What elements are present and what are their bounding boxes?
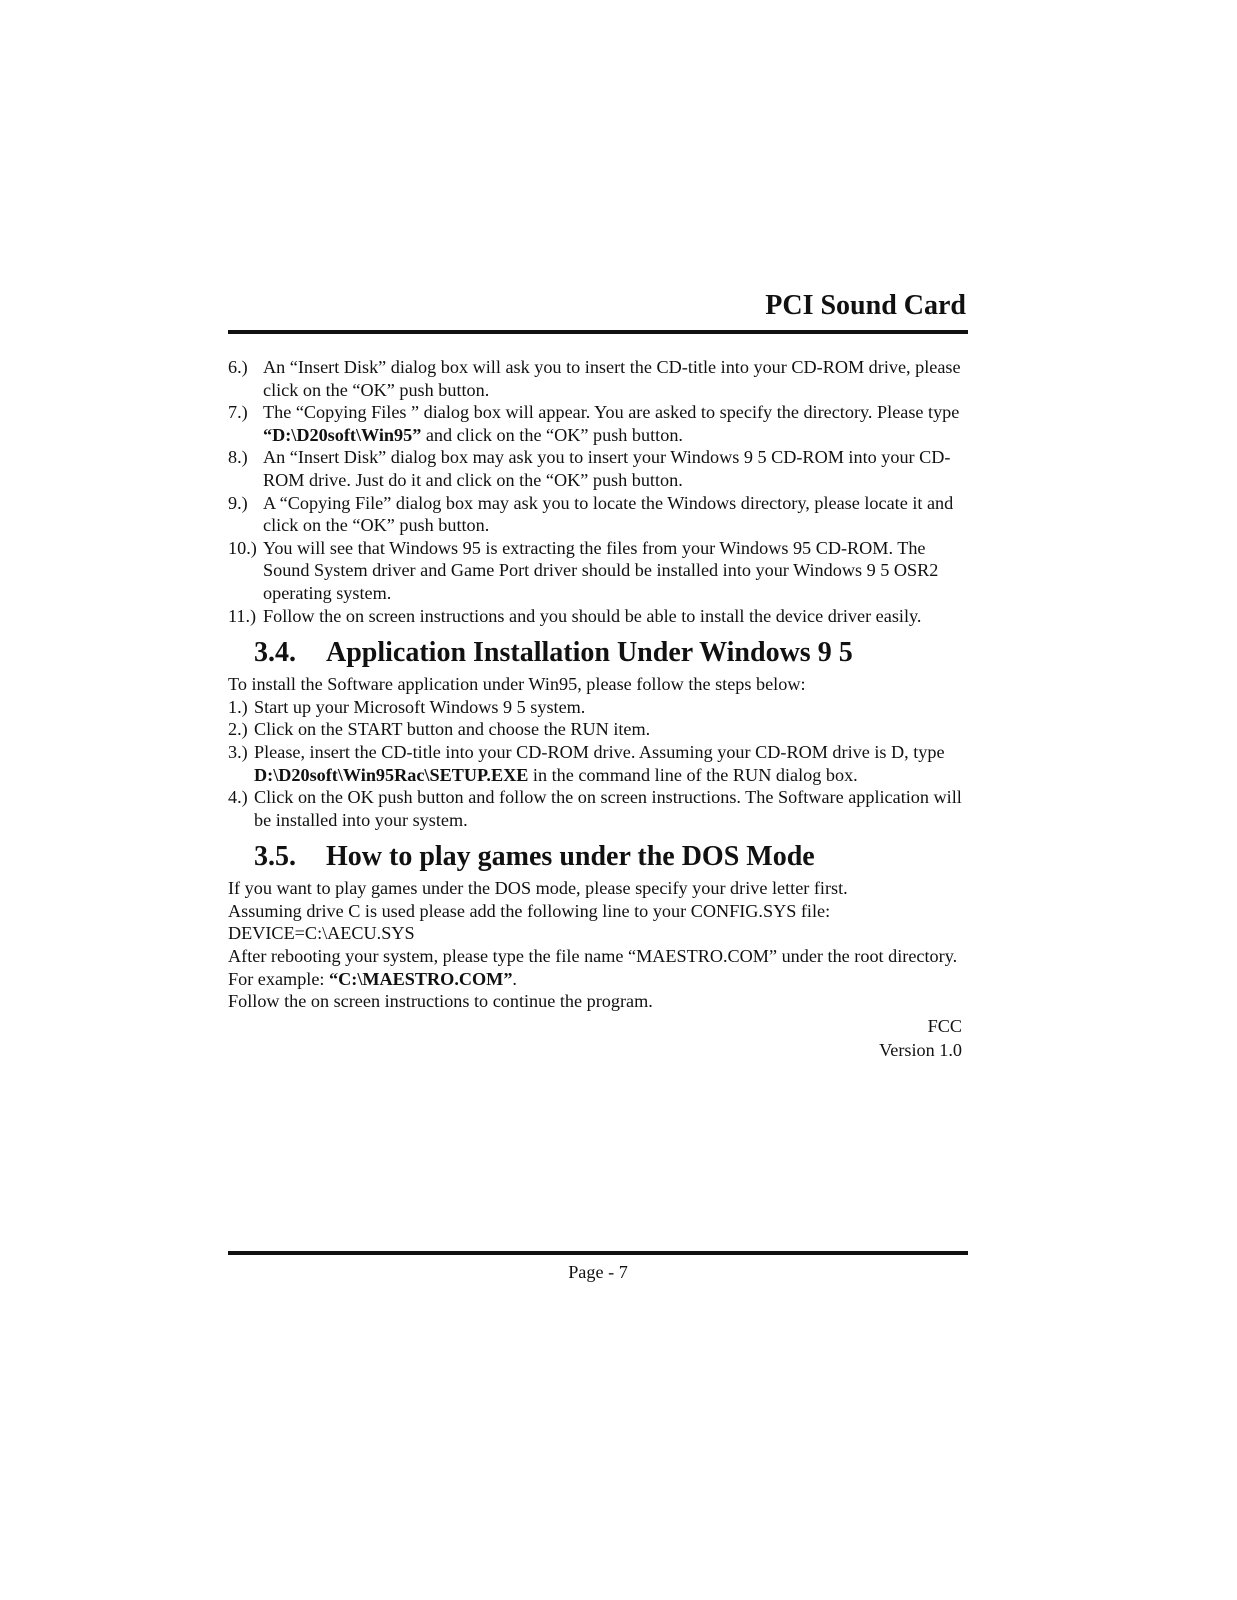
list-item	[228, 718, 968, 741]
section-number: 3.5.	[254, 841, 296, 873]
page-header-title: PCI Sound Card	[765, 290, 966, 321]
list-item	[228, 605, 968, 628]
step-number: 3.)	[228, 741, 248, 762]
step-text: You will see that Windows 95 is extracting the files from your Windows 95 CD-ROM. The Sound System driver and Game Port driver should be installed into your Windows 9 5 OSR2 operating system.	[263, 537, 939, 603]
list-item	[228, 696, 968, 719]
section-title: How to play games under the DOS Mode	[326, 841, 815, 873]
step-text-part: The “Copying Files ” dialog box will appear. You are asked to specify the directory. Please type	[263, 402, 960, 423]
document-page	[228, 0, 968, 1600]
paragraph-line: If you want to play games under the DOS mode, please specify your drive letter first.	[228, 878, 848, 899]
step-text	[263, 401, 968, 446]
step-text: Start up your Microsoft Windows 9 5 system.	[254, 696, 586, 717]
section-title: Application Installation Under Windows 9 5	[326, 637, 853, 669]
example-path: “C:\MAESTRO.COM”	[329, 968, 513, 989]
section-number: 3.4.	[254, 637, 296, 669]
setup-path: D:\D20soft\Win95Rac\SETUP.EXE	[254, 764, 529, 785]
fcc-label: FCC	[927, 1015, 962, 1036]
config-line: DEVICE=C:\AECU.SYS	[228, 923, 415, 944]
step-number: 1.)	[228, 696, 248, 717]
section-heading-3-5	[254, 839, 968, 875]
paragraph-text-part: .	[512, 968, 517, 989]
step-number: 4.)	[228, 787, 248, 808]
paragraph-text-part: After rebooting your system, please type the file name “MAESTRO.COM” under the root directory. For example:	[228, 946, 958, 989]
step-text-part: and click on the “OK” push button.	[421, 424, 683, 445]
step-number: 8.)	[228, 447, 248, 468]
step-text: Click on the OK push button and follow the on screen instructions. The Software application will be installed into your system.	[254, 787, 962, 830]
step-text	[254, 741, 968, 786]
step-number: 7.)	[228, 402, 248, 423]
application-install-steps	[228, 696, 968, 832]
step-number: 9.)	[228, 492, 248, 513]
step-number: 10.)	[228, 537, 257, 558]
step-number: 11.)	[228, 605, 257, 626]
list-item	[228, 492, 968, 537]
version-label: Version 1.0	[879, 1040, 962, 1061]
section-intro: To install the Software application under Win95, please follow the steps below:	[228, 674, 806, 695]
footer-rule	[228, 1251, 968, 1255]
step-number: 2.)	[228, 719, 248, 740]
list-item	[228, 741, 968, 786]
driver-install-steps	[228, 356, 968, 627]
page-content	[228, 356, 968, 1062]
list-item	[228, 786, 968, 831]
step-number: 6.)	[228, 357, 248, 377]
step-text-part: Please, insert the CD-title into your CD-ROM drive. Assuming your CD-ROM drive is D, type	[254, 741, 945, 762]
list-item	[228, 446, 968, 491]
paragraph-line	[228, 945, 968, 990]
step-text: Follow the on screen instructions and you should be able to install the device driver easily.	[263, 605, 922, 626]
step-text: A “Copying File” dialog box may ask you to locate the Windows directory, please locate it and click on the “OK” push button.	[263, 492, 954, 536]
header-rule	[228, 330, 968, 334]
paragraph-line: Follow the on screen instructions to continue the program.	[228, 991, 653, 1012]
step-text: An “Insert Disk” dialog box may ask you to insert your Windows 9 5 CD-ROM into your CD-ROM drive. Just do it and click on the “OK” push button.	[263, 447, 951, 490]
section-heading-3-4	[254, 635, 968, 671]
list-item	[228, 401, 968, 446]
directory-path: “D:\D20soft\Win95”	[263, 424, 422, 445]
step-text: An “Insert Disk” dialog box will ask you to insert the CD-title into your CD-ROM drive, please click on the “OK” push button.	[263, 357, 961, 400]
step-text: Click on the START button and choose the RUN item.	[254, 719, 651, 740]
list-item	[228, 356, 968, 401]
page-number: Page - 7	[568, 1262, 628, 1282]
paragraph-line: Assuming drive C is used please add the following line to your CONFIG.SYS file:	[228, 900, 831, 921]
list-item	[228, 537, 968, 605]
step-text-part: in the command line of the RUN dialog box.	[528, 764, 858, 785]
